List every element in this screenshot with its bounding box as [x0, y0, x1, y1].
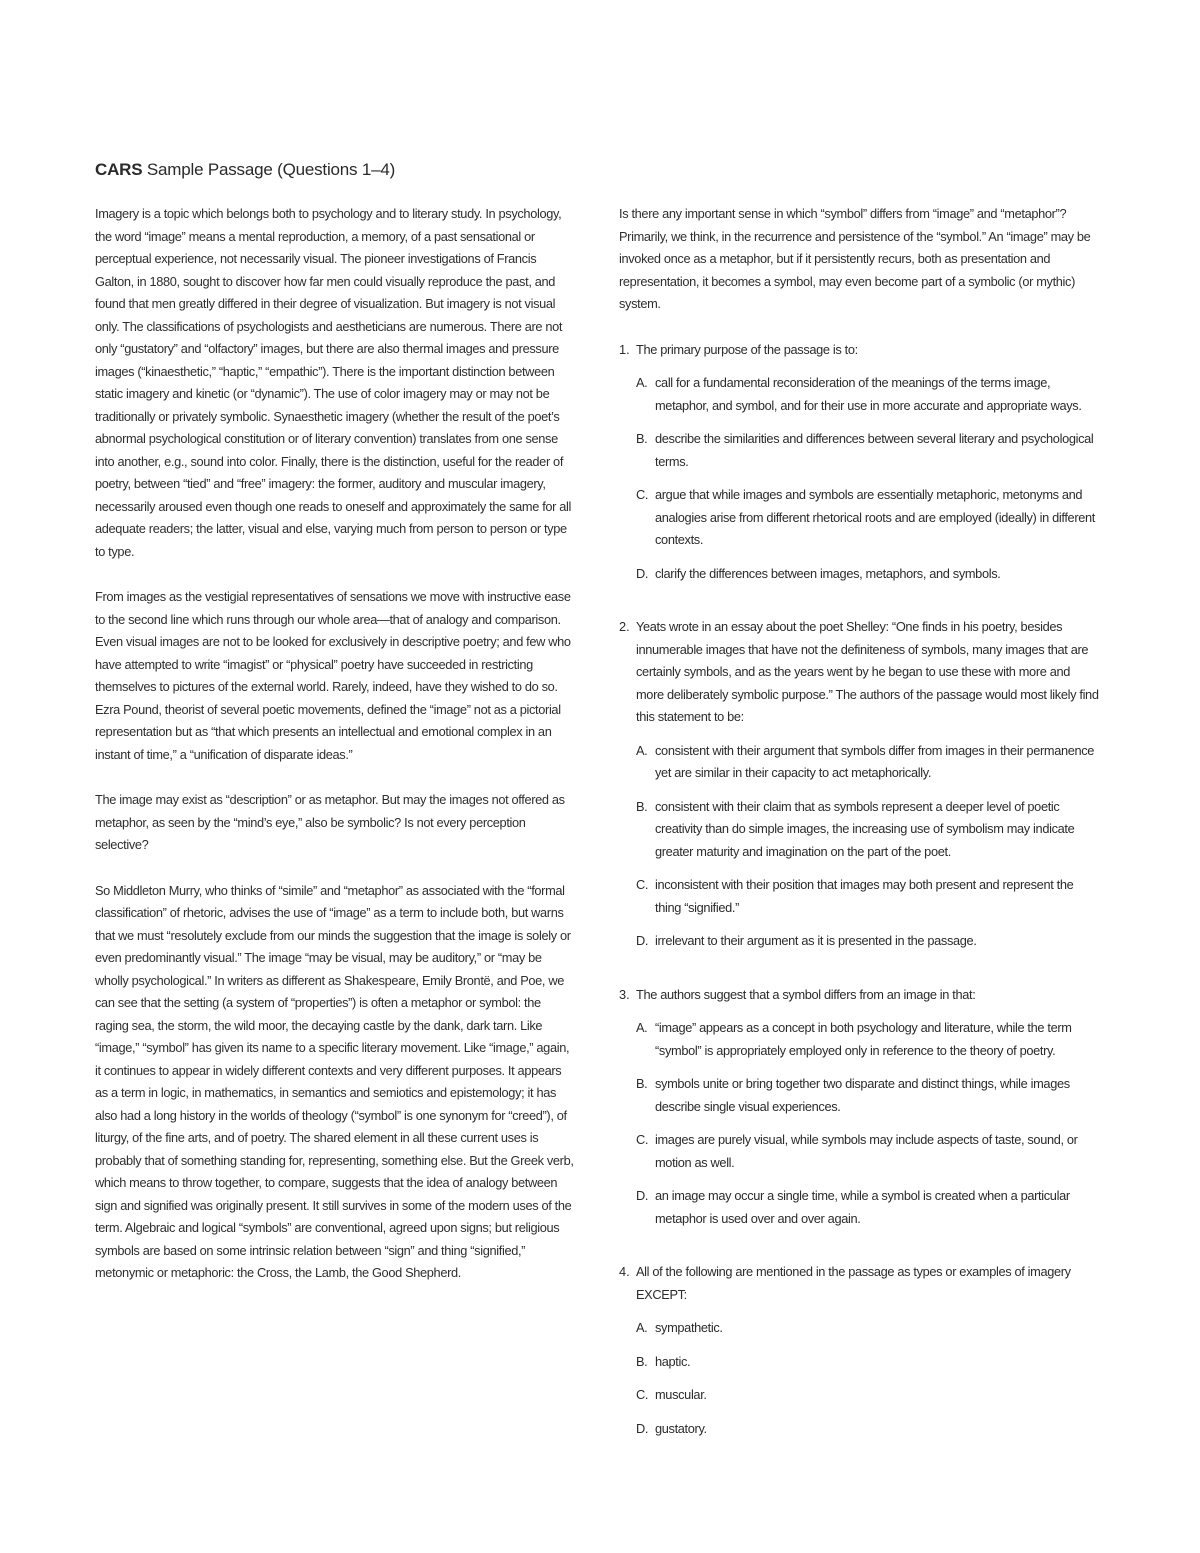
option-text: consistent with their claim that as symbols represent a deeper level of poetic creativity than do simple images, the increasing use of symbolism may indicate greater maturity and imagination on the part of the poet. [655, 798, 1075, 859]
option-text: describe the similarities and differences between several literary and psychological terms. [655, 431, 1094, 469]
option-letter: A. [636, 742, 648, 758]
answer-option[interactable] [636, 484, 1099, 552]
passage-paragraph: Imagery is a topic which belongs both to psychology and to literary study. In psychology, the word “image” means a mental reproduction, a memory, of a past sensational or perceptual experience, not necessarily visual. The pioneer investigations of Francis Galton, in 1880, sought to discover how far men could visually reproduce the past, and found that men greatly differed in their degree of visualization. But imagery is not visual only. The classifications of psychologists and aestheticians are numerous. There are not only “gustatory” and “olfactory” images, but there are also thermal images and pressure images (“kinaesthetic,” “haptic,” “empathic”). There is the important distinction between static imagery and kinetic (or “dynamic”). The use of color imagery may or may not be traditionally or privately symbolic. Synaesthetic imagery (whether the result of the poet’s abnormal psychological constitution or of literary convention) translates from one sense into another, e.g., sound into color. Finally, there is the distinction, useful for the reader of poetry, between “tied” and “free” imagery: the former, auditory and muscular imagery, necessarily aroused even though one reads to oneself and approximately the same for all adequate readers; the latter, visual and else, varying much from person to person or type to type. [95, 206, 572, 559]
right-column [619, 203, 1099, 1451]
passage-left-column [95, 203, 575, 1308]
option-letter: B. [636, 431, 648, 446]
answer-option[interactable] [636, 1185, 1099, 1230]
option-text: symbols unite or bring together two disparate and distinct things, while images describe single visual experiences. [655, 1076, 1070, 1114]
answer-option[interactable] [636, 796, 1099, 864]
question-number: 2. [619, 619, 630, 634]
option-letter: C. [636, 487, 649, 502]
option-letter: D. [636, 565, 649, 581]
passage-paragraph: From images as the vestigial representatives of sensations we move with instructive ease to the second line which runs through our whole area—that of analogy and comparison. Even visual images are not to be looked for exclusively in descriptive poetry; and few who have attempted to write “imagist” or “physical” poetry have succeeded in restricting themselves to pictures of the external world. Rarely, indeed, have they wished to do so. Ezra Pound, theorist of several poetic movements, defined the “image” not as a pictorial representation but as “that which presents an intellectual and emotional complex in an instant of time,” a “unification of disparate ideas.” [95, 589, 571, 762]
answer-option[interactable] [636, 372, 1099, 417]
question-3 [619, 984, 1099, 1231]
question-4 [619, 1261, 1099, 1440]
option-letter: D. [636, 933, 649, 948]
option-text: clarify the differences between images, metaphors, and symbols. [655, 565, 1001, 581]
option-text: argue that while images and symbols are essentially metaphoric, metonyms and analogies arise from different rhetorical roots and are employed (ideally) in different contexts. [655, 487, 1095, 547]
option-letter: C. [636, 1387, 649, 1402]
option-letter: A. [636, 375, 648, 390]
option-text: irrelevant to their argument as it is presented in the passage. [655, 933, 977, 948]
question-stem: The primary purpose of the passage is to: [636, 341, 858, 357]
question-stem: The authors suggest that a symbol differs from an image in that: [636, 986, 976, 1002]
question-number: 3. [619, 986, 630, 1002]
question-number: 1. [619, 341, 630, 357]
question-stem: All of the following are mentioned in the passage as types or examples of imagery EXCEPT: [636, 1264, 1071, 1302]
question-stem: Yeats wrote in an essay about the poet Shelley: “One finds in his poetry, besides innumerable images that have not the definiteness of symbols, many images that are certainly symbols, and as the years went by he began to use these with more and more deliberately symbolic purpose.” The authors of the passage would most likely find this statement to be: [636, 619, 1099, 724]
option-text: muscular. [655, 1387, 707, 1402]
passage-paragraph: So Middleton Murry, who thinks of “simile” and “metaphor” as associated with the “formal classification” of rhetoric, advises the use of “image” as a term to include both, but warns that we must “resolutely exclude from our minds the suggestion that the image is solely or even predominantly visual.” The image “may be visual, may be auditory,” or “may be wholly psychological.” In writers as different as Shakespeare, Emily Brontë, and Poe, we can see that the setting (a system of “properties”) is often a metaphor or symbol: the raging sea, the storm, the wild moor, the decaying castle by the dank, dark tarn. Like “image,” “symbol” has given its name to a specific literary movement. Like “image,” again, it continues to appear in widely different contexts and very different purposes. It appears as a term in logic, in mathematics, in semantics and semiotics and epistemology; it has also had a long history in the worlds of theology (“symbol” is one synonym for “creed”), of liturgy, of the fine arts, and of poetry. The shared element in all these current uses is probably that of something standing for, representing, something else. But the Greek verb, which means to throw together, to compare, suggests that the idea of analogy between sign and signified was originally present. It still survives in some of the modern uses of the term. Algebraic and logical “symbols” are conventional, agreed upon signs; but religious symbols are based on some intrinsic relation between “sign” and thing “signified,” metonymic or metaphoric: the Cross, the Lamb, the Good Shepherd. [95, 882, 574, 1280]
option-text: haptic. [655, 1353, 691, 1369]
answer-option[interactable] [636, 1418, 1099, 1441]
answer-option[interactable] [636, 1351, 1099, 1374]
answer-option[interactable] [636, 1017, 1099, 1062]
question-2 [619, 616, 1099, 953]
page-title [95, 160, 395, 180]
option-letter: A. [636, 1320, 648, 1335]
title-rest: Sample Passage (Questions 1–4) [142, 160, 396, 179]
option-letter: C. [636, 877, 649, 892]
option-letter: B. [636, 798, 648, 814]
answer-option[interactable] [636, 1317, 1099, 1340]
answer-option[interactable] [636, 1073, 1099, 1118]
answer-option[interactable] [636, 874, 1099, 919]
answer-option[interactable] [636, 428, 1099, 473]
passage-paragraph: The image may exist as “description” or as metaphor. But may the images not offered as metaphor, as seen by the “mind’s eye,” also be symbolic? Is not every perception selective? [95, 792, 565, 852]
answer-option[interactable] [636, 1129, 1099, 1174]
option-letter: B. [636, 1353, 648, 1369]
answer-option[interactable] [636, 930, 1099, 953]
option-text: images are purely visual, while symbols may include aspects of taste, sound, or motion as well. [655, 1132, 1078, 1170]
question-number: 4. [619, 1264, 630, 1279]
answer-option[interactable] [636, 740, 1099, 785]
answer-option[interactable] [636, 563, 1099, 586]
option-text: call for a fundamental reconsideration of the meanings of the terms image, metaphor, and symbol, and for their use in more accurate and appropriate ways. [655, 375, 1082, 413]
title-bold: CARS [95, 160, 143, 179]
option-letter: D. [636, 1188, 649, 1203]
option-text: inconsistent with their position that images may both present and represent the thing “signified.” [655, 877, 1074, 915]
option-text: gustatory. [655, 1420, 707, 1436]
answer-option[interactable] [636, 1384, 1099, 1407]
option-letter: C. [636, 1132, 649, 1147]
option-letter: D. [636, 1420, 649, 1436]
option-letter: A. [636, 1020, 648, 1035]
option-text: an image may occur a single time, while a symbol is created when a particular metaphor is used over and over again. [655, 1188, 1070, 1226]
question-1 [619, 339, 1099, 586]
option-text: “image” appears as a concept in both psychology and literature, while the term “symbol” is appropriately employed only in reference to the theory of poetry. [655, 1020, 1072, 1058]
option-text: sympathetic. [655, 1320, 723, 1335]
option-text: consistent with their argument that symbols differ from images in their permanence yet are similar in their capacity to act metaphorically. [655, 742, 1095, 780]
option-letter: B. [636, 1076, 648, 1091]
passage-paragraph: Is there any important sense in which “symbol” differs from “image” and “metaphor”? Primarily, we think, in the recurrence and persistence of the “symbol.” An “image” may be invoked once as a metaphor, but if it persistently recurs, both as presentation and representation, it becomes a symbol, may even become part of a symbolic (or mythic) system. [619, 206, 1091, 311]
